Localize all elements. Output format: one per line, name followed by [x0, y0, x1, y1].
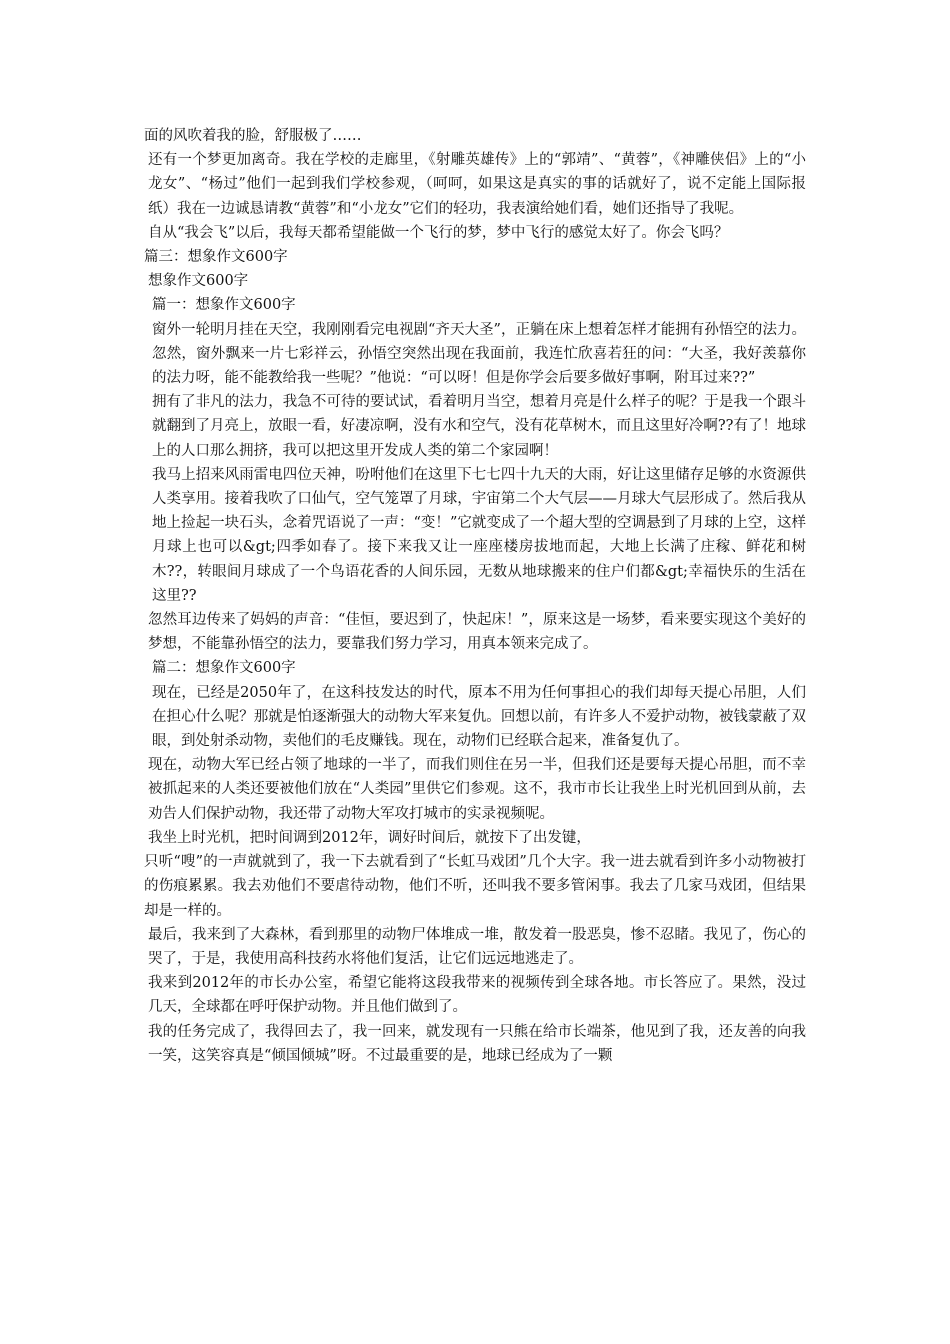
paragraph: 自从“我会飞”以后，我每天都希望能做一个飞行的梦，梦中飞行的感觉太好了。你会飞吗？ [148, 224, 729, 241]
paragraph: 忽然耳边传来了妈妈的声音：“佳恒，要迟到了，快起床！”，原来这是一场梦，看来要实现这个美好的梦想，不能靠孙悟空的法力，要靠我们努力学习，用真本领来完成了。 [148, 612, 806, 653]
paragraph: 现在，已经是2050年了，在这科技发达的时代，原本不用为任何事担心的我们却每天提心吊胆，人们在担心什么呢？那就是怕逐渐强大的动物大军来复仇。回想以前，有许多人不爱护动物，被钱蒙蔽了双眼，到处射杀动物，卖他们的毛皮赚钱。现在，动物们已经联合起来，准备复仇了。 [152, 684, 806, 750]
article-title: 想象作文600字 [148, 273, 249, 290]
sub-heading: 篇一：想象作文600字 [152, 297, 296, 314]
paragraph: 拥有了非凡的法力，我急不可待的要试试，看着明月当空，想着月亮是什么样子的呢？于是我一个跟斗就翻到了月亮上，放眼一看，好凄凉啊，没有水和空气，没有花草树木，而且这里好冷啊??有了！地球上的人口那么拥挤，我可以把这里开发成人类的第二个家园啊！ [152, 394, 806, 459]
paragraph: 还有一个梦更加离奇。我在学校的走廊里，《射雕英雄传》上的“郭靖”、“黄蓉”，《神雕侠侣》上的“小龙女”、“杨过”他们一起到我们学校参观，（呵呵，如果这是真实的事的话就好了，说不定能上国际报纸）我在一边诚恳请教“黄蓉”和“小龙女”它们的轻功，我表演给她们看，她们还指导了我呢。 [148, 152, 806, 217]
paragraph: 现在，动物大军已经占领了地球的一半了，而我们则住在另一半，但我们还是要每天提心吊胆，而不幸被抓起来的人类还要被他们放在“人类园”里供它们参观。这不，我市市长让我坐上时光机回到从前，去劝告人们保护动物，我还带了动物大军攻打城市的实录视频呢。 [148, 757, 806, 822]
paragraph: 我马上招来风雨雷电四位天神，吩咐他们在这里下七七四十九天的大雨，好让这里储存足够的水资源供人类享用。接着我吹了口仙气，空气笼罩了月球，宇宙第二个大气层——月球大气层形成了。然后我从地上捡起一块石头，念着咒语说了一声：“变！”它就变成了一个超大型的空调悬到了月球的上空，这样月球上也可以&gt;四季如春了。接下来我又让一座座楼房拔地而起，大地上长满了庄稼、鲜花和树木??，转眼间月球成了一个鸟语花香的人间乐园，无数从地球搬来的住户们都&gt;幸福快乐的生活在这里?? [152, 466, 806, 604]
document-body [144, 124, 806, 1068]
paragraph: 面的风吹着我的脸，舒服极了…… [144, 128, 362, 144]
paragraph: 最后，我来到了大森林，看到那里的动物尸体堆成一堆，散发着一股恶臭，惨不忍睹。我见了，伤心的哭了，于是，我使用高科技药水将他们复活，让它们远远地逃走了。 [148, 926, 806, 967]
sub-heading: 篇二：想象作文600字 [152, 660, 296, 677]
paragraph: 我坐上时光机，把时间调到2012年，调好时间后，就按下了出发键， [148, 829, 591, 846]
paragraph: 我来到2012年的市长办公室，希望它能将这段我带来的视频传到全球各地。市长答应了。果然，没过几天，全球都在呼吁保护动物。并且他们做到了。 [148, 975, 806, 1016]
section-heading: 篇三：想象作文600字 [144, 249, 288, 266]
paragraph: 窗外一轮明月挂在天空，我刚刚看完电视剧“齐天大圣”，正躺在床上想着怎样才能拥有孙悟空的法力。忽然，窗外飘来一片七彩祥云，孙悟空突然出现在我面前，我连忙欣喜若狂的问：“大圣，我好羡慕你的法力呀，能不能教给我一些呢？”他说：“可以呀！但是你学会后要多做好事啊，附耳过来??” [152, 321, 806, 387]
paragraph: 我的任务完成了，我得回去了，我一回来，就发现有一只熊在给市长端茶，他见到了我，还友善的向我一笑，这笑容真是“倾国倾城”呀。不过最重要的是，地球已经成为了一颗 [148, 1023, 806, 1064]
paragraph: 只听“嗖”的一声就就到了，我一下去就看到了“长虹马戏团”几个大字。我一进去就看到许多小动物被打的伤痕累累。我去劝他们不要虐待动物，他们不听，还叫我不要多管闲事。我去了几家马戏团，但结果却是一样的。 [144, 854, 806, 919]
